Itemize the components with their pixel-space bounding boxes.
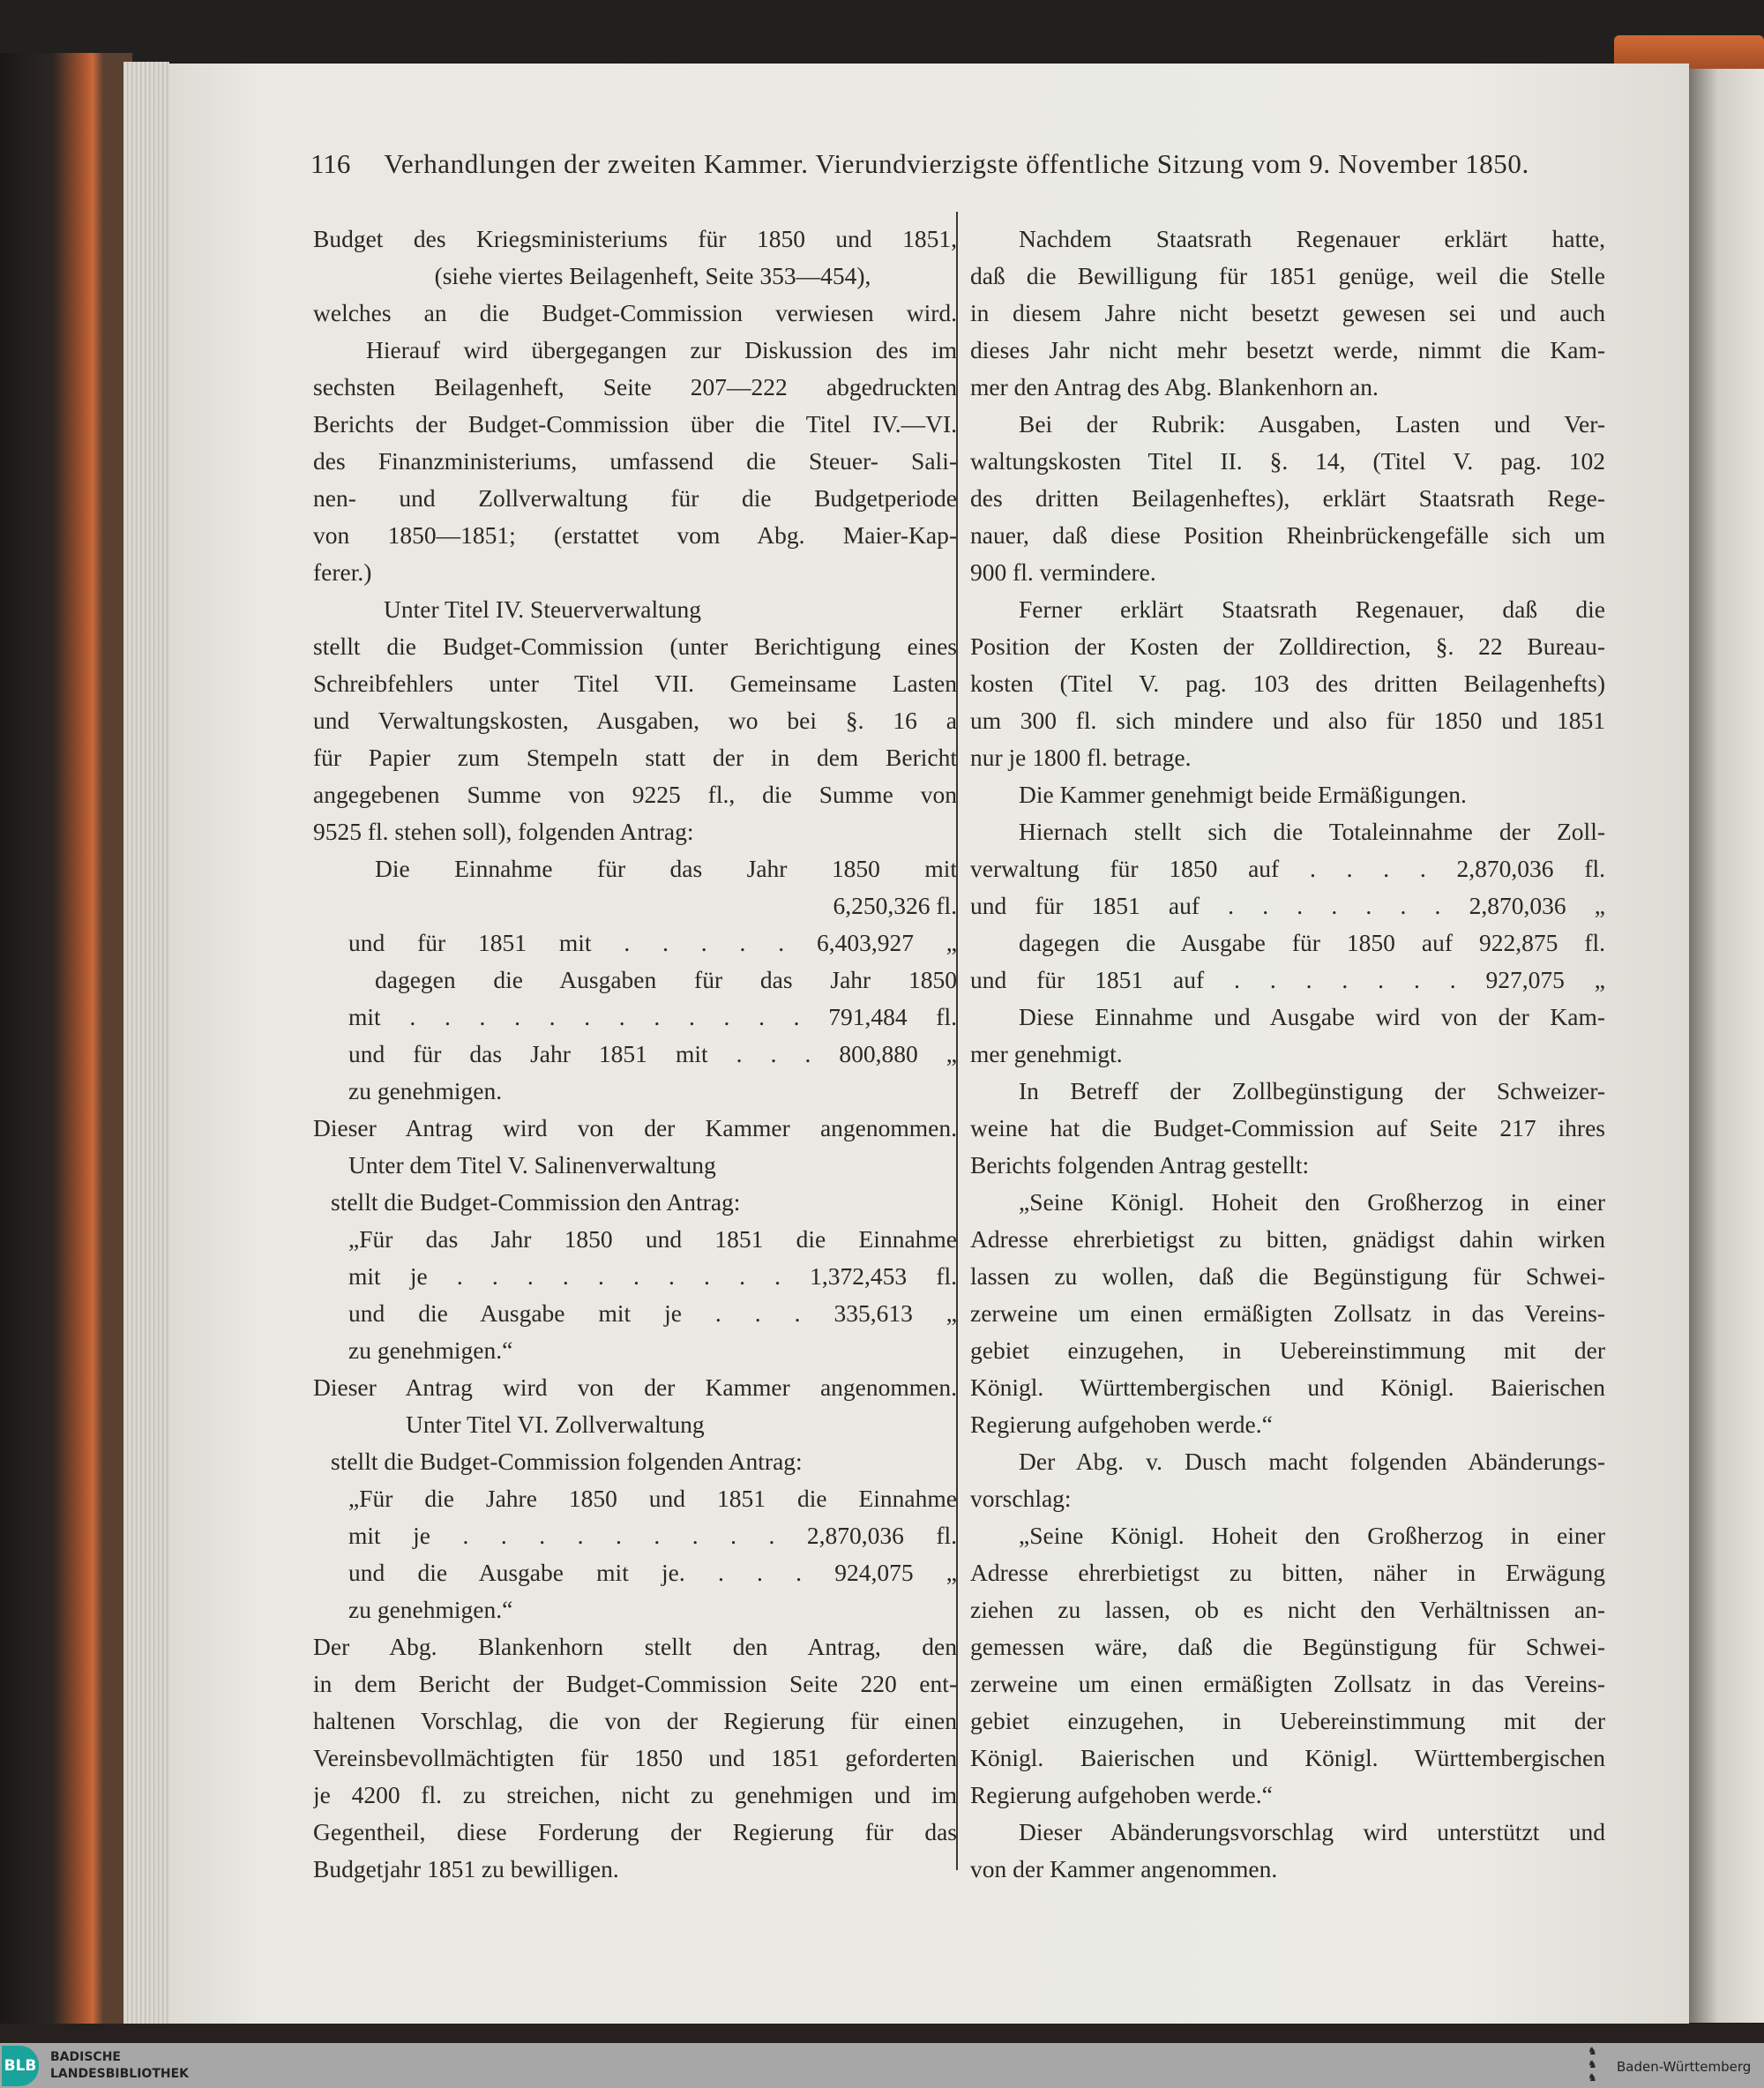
text-line: Hierauf wird übergegangen zur Diskussion des im [366,336,957,363]
text-line: Regierung aufgehoben werde.“ [970,1411,1273,1438]
text-line: ziehen zu lassen, ob es nicht den Verhältnissen an- [970,1596,1605,1623]
text-line: zu genehmigen.“ [348,1596,513,1623]
text-line: „Seine Königl. Hoheit den Großherzog in einer [1019,1188,1605,1216]
text-line: Adresse ehrerbietigst zu bitten, gnädigst dahin wirken [970,1225,1605,1253]
text-line: sechsten Beilagenheft, Seite 207—222 abgedruckten [313,373,957,400]
text-line: und für das Jahr 1851 mit . . . 800,880 „ [348,1040,957,1067]
text-line: verwaltung für 1850 auf . . . . 2,870,036 fl. [970,855,1605,882]
text-line: nauer, daß diese Position Rheinbrückengefälle sich um [970,521,1605,549]
text-line: Nachdem Staatsrath Regenauer erklärt hatte, [1019,225,1605,252]
text-line: dieses Jahr nicht mehr besetzt werde, nimmt die Kam- [970,336,1605,363]
text-line: daß die Bewilligung für 1851 genüge, weil die Stelle [970,262,1605,289]
text-line: je 4200 fl. zu streichen, nicht zu genehmigen und im [313,1781,957,1808]
text-line: „Seine Königl. Hoheit den Großherzog in einer [1019,1522,1605,1549]
text-line: zerweine um einen ermäßigten Zollsatz in das Vereins- [970,1670,1605,1697]
text-line: weine hat die Budget-Commission auf Seite 217 ihres [970,1114,1605,1141]
text-line: Adresse ehrerbietigst zu bitten, näher in Erwägung [970,1559,1605,1586]
text-line: des dritten Beilagenheftes), erklärt Staatsrath Rege- [970,484,1605,512]
scan-bottom-edge [0,2024,1764,2043]
text-line: dagegen die Ausgabe für 1850 auf 922,875 fl. [1019,929,1605,956]
text-line: Budget des Kriegsministeriums für 1850 und 1851, [313,225,957,252]
text-line: um 300 fl. sich mindere und also für 1850 und 1851 [970,707,1605,734]
text-line: von der Kammer angenommen. [970,1855,1278,1882]
text-line: und für 1851 auf . . . . . . . 2,870,036 „ [970,892,1605,919]
text-line: Dieser Antrag wird von der Kammer angenommen. [313,1114,957,1141]
text-line: haltenen Vorschlag, die von der Regierung für einen [313,1707,957,1734]
text-line: In Betreff der Zollbegünstigung der Schweizer- [1019,1077,1605,1104]
book-cover-edge [0,53,132,2029]
text-line: Königl. Württembergischen und Königl. Baierischen [970,1373,1605,1401]
text-line: Die Kammer genehmigt beide Ermäßigungen. [1019,781,1467,808]
text-line: für Papier zum Stempeln statt der in dem Bericht [313,744,957,771]
text-line: mer genehmigt. [970,1040,1123,1067]
text-line: 9525 fl. stehen soll), folgenden Antrag: [313,818,694,845]
text-line: stellt die Budget-Commission (unter Berichtigung eines [313,632,957,660]
text-line: nen- und Zollverwaltung für die Budgetperiode [313,484,957,512]
library-name [50,2049,189,2083]
page-edge-right [1686,69,1764,2023]
text-line: stellt die Budget-Commission den Antrag: [331,1188,741,1216]
text-line: welches an die Budget-Commission verwiesen wird. [313,299,957,326]
text-line: kosten (Titel V. pag. 103 des dritten Beilagenhefts) [970,670,1605,697]
state-name[interactable]: Baden-Württemberg [1617,2059,1752,2075]
footer-bar [0,2043,1764,2088]
text-line: und die Ausgabe mit je . . . 335,613 „ [348,1299,957,1327]
text-line: mer den Antrag des Abg. Blankenhorn an. [970,373,1379,400]
blb-logo[interactable]: BLB [2,2046,39,2086]
text-line: Ferner erklärt Staatsrath Regenauer, daß die [1019,595,1605,623]
running-title: Verhandlungen der zweiten Kammer. Vierundvierzigste öffentliche Sitzung vom 9. November 1850. [384,148,1529,179]
text-line: (siehe viertes Beilagenheft, Seite 353—454), [434,262,871,289]
text-line: Dieser Abänderungsvorschlag wird unterstützt und [1019,1818,1605,1845]
text-line: gebiet einzugehen, in Uebereinstimmung mit der [970,1707,1605,1734]
text-line: und die Ausgabe mit je. . . . 924,075 „ [348,1559,957,1586]
text-line: Bei der Rubrik: Ausgaben, Lasten und Ver- [1019,410,1605,438]
text-line: gemessen wäre, daß die Begünstigung für Schwei- [970,1633,1605,1660]
text-line: „Für die Jahre 1850 und 1851 die Einnahme [348,1485,957,1512]
text-line: 6,250,326 fl. [833,892,957,919]
running-header [310,148,1536,180]
text-line: Der Abg. Blankenhorn stellt den Antrag, den [313,1633,957,1660]
text-line: und für 1851 auf . . . . . . . 927,075 „ [970,966,1605,993]
text-line: zu genehmigen. [348,1077,503,1104]
library-name-line2: LANDESBIBLIOTHEK [50,2067,190,2081]
text-line: 900 fl. vermindere. [970,558,1156,586]
text-line: Budgetjahr 1851 zu bewilligen. [313,1855,619,1882]
text-line: in dem Bericht der Budget-Commission Seite 220 ent- [313,1670,957,1697]
text-line: nur je 1800 fl. betrage. [970,744,1192,771]
text-line: Hiernach stellt sich die Totaleinnahme der Zoll- [1019,818,1605,845]
text-line: des Finanzministeriums, umfassend die Steuer- Sali- [313,447,957,475]
page-number: 116 [310,148,351,179]
text-line: ferer.) [313,558,372,586]
text-line: Diese Einnahme und Ausgabe wird von der Kam- [1019,1003,1605,1030]
lion-coat-of-arms-icon: ♞ ♞ ♞ [1588,2045,1597,2084]
text-line: und Verwaltungskosten, Ausgaben, wo bei §. 16 a [313,707,957,734]
text-line: „Für das Jahr 1850 und 1851 die Einnahme [348,1225,957,1253]
text-line: mit je . . . . . . . . . 2,870,036 fl. [348,1522,957,1549]
text-line: mit je . . . . . . . . . . 1,372,453 fl. [348,1262,957,1290]
text-line: Regierung aufgehoben werde.“ [970,1781,1273,1808]
page-stack-left [123,62,169,2024]
text-line: stellt die Budget-Commission folgenden Antrag: [331,1448,803,1475]
text-line: Vereinsbevollmächtigten für 1850 und 1851 geforderten [313,1744,957,1771]
library-name-line1: BADISCHE [50,2050,121,2064]
text-line: Die Einnahme für das Jahr 1850 mit [375,855,957,882]
text-line: Königl. Baierischen und Königl. Württembergischen [970,1744,1605,1771]
text-line: Unter Titel IV. Steuerverwaltung [384,595,702,623]
text-line: zu genehmigen.“ [348,1336,513,1364]
text-line: waltungskosten Titel II. §. 14, (Titel V. pag. 102 [970,447,1605,475]
text-line: in diesem Jahre nicht besetzt gewesen sei und auch [970,299,1605,326]
text-line: Unter Titel VI. Zollverwaltung [406,1411,705,1438]
text-line: dagegen die Ausgaben für das Jahr 1850 [375,966,957,993]
text-line: angegebenen Summe von 9225 fl., die Summe von [313,781,957,808]
text-line: von 1850—1851; (erstattet vom Abg. Maier-Kap- [313,521,957,549]
text-line: Der Abg. v. Dusch macht folgenden Abänderungs- [1019,1448,1605,1475]
text-line: Position der Kosten der Zolldirection, §. 22 Bureau- [970,632,1605,660]
text-line: gebiet einzugehen, in Uebereinstimmung mit der [970,1336,1605,1364]
text-line: mit . . . . . . . . . . . . 791,484 fl. [348,1003,957,1030]
text-line: zerweine um einen ermäßigten Zollsatz in das Vereins- [970,1299,1605,1327]
text-line: Dieser Antrag wird von der Kammer angenommen. [313,1373,957,1401]
text-line: Berichts folgenden Antrag gestellt: [970,1151,1310,1179]
text-line: Berichts der Budget-Commission über die Titel IV.—VI. [313,410,957,438]
text-line: Gegentheil, diese Forderung der Regierung für das [313,1818,957,1845]
text-line: lassen zu wollen, daß die Begünstigung für Schwei- [970,1262,1605,1290]
text-line: und für 1851 mit . . . . . 6,403,927 „ [348,929,957,956]
scan-background [0,0,1764,62]
text-line: Unter dem Titel V. Salinenverwaltung [348,1151,716,1179]
text-line: vorschlag: [970,1485,1072,1512]
text-line: Schreibfehlers unter Titel VII. Gemeinsame Lasten [313,670,957,697]
